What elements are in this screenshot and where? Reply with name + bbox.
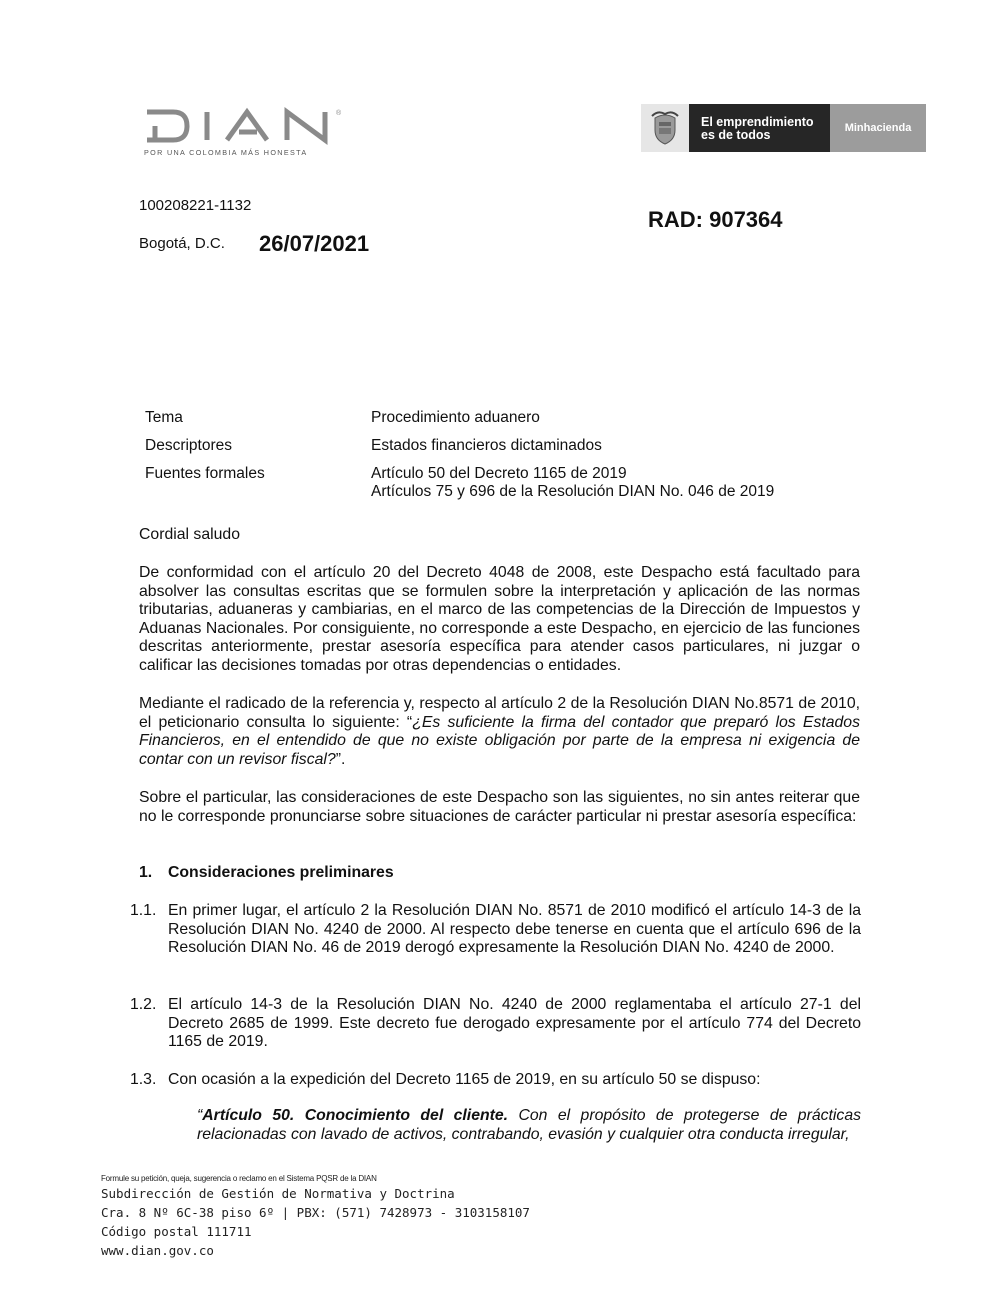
list-item bbox=[130, 1071, 861, 1090]
government-banner bbox=[641, 104, 926, 152]
paragraph-competence: De conformidad con el artículo 20 del Decreto 4048 de 2008, este Despacho está facultado para absolver las consultas escritas que se formulen sobre la interpretación y aplicación de las normas tributarias, aduaneras y cambiarias, en el marco de las competencias de la Dirección de Impuestos y Aduanas Nacionales. Por consiguiente, no corresponde a este Despacho, en ejercicio de las funciones descritas anteriormente, prestar asesoría específica para atender casos particulares, ni juzgar o calificar las decisiones tomadas por otras dependencias o entidades. bbox=[139, 564, 860, 674]
footer-postal-code: Código postal 111711 bbox=[101, 1224, 252, 1239]
greeting: Cordial saludo bbox=[139, 526, 240, 543]
list-item-number: 1.1. bbox=[130, 902, 157, 919]
quote-article-text: Con el propósito de protegerse de prácticas relacionadas con lavado de activos, contrabando, evasión y cualquier otra conducta irregular, bbox=[197, 1107, 862, 1143]
document-date: 26/07/2021 bbox=[259, 231, 370, 256]
gov-slogan bbox=[689, 104, 830, 152]
reference-number: 100208221-1132 bbox=[139, 197, 252, 214]
dian-tagline: POR UNA COLOMBIA MÁS HONESTA bbox=[144, 148, 308, 157]
paragraph-query bbox=[139, 695, 860, 769]
paragraph-query-start: Mediante el radicado de la referencia y, respecto al artículo 2 de la Resolución DIAN No.8571 de 2010, el peticionario consulta lo siguiente: “ bbox=[139, 695, 860, 731]
svg-text:®: ® bbox=[336, 110, 342, 117]
quoted-article bbox=[197, 1107, 861, 1144]
paragraph-query-quote: ¿Es suficiente la firma del contador que preparó los Estados Financieros, en el entendido de que no existe obligación por parte de la empresa ni exigencia de contar con un revisor fiscal? bbox=[139, 713, 860, 768]
list-item-text: En primer lugar, el artículo 2 la Resolución DIAN No. 8571 de 2010 modificó el artículo 14-3 de la Resolución DIAN No. 4240 de 2000. Al respecto debe tenerse en cuenta que el artículo 696 de la Resolución DIAN No. 46 de 2019 derogó expresamente la Resolución DIAN No. 4240 de 2000. bbox=[168, 902, 861, 956]
city: Bogotá, D.C. bbox=[139, 235, 225, 252]
paragraph-query-end: ”. bbox=[335, 750, 346, 768]
list-item-text: Con ocasión a la expedición del Decreto 1165 de 2019, en su artículo 50 se dispuso: bbox=[168, 1071, 761, 1088]
meta-value-descriptores: Estados financieros dictaminados bbox=[371, 437, 602, 454]
section-heading bbox=[139, 864, 394, 882]
ministry-label: Minhacienda bbox=[830, 104, 926, 152]
gov-slogan-line2: es de todos bbox=[701, 128, 771, 142]
section-title: Consideraciones preliminares bbox=[168, 864, 394, 881]
footer-office: Subdirección de Gestión de Normativa y Doctrina bbox=[101, 1186, 455, 1201]
paragraph-considerations: Sobre el particular, las consideraciones de este Despacho son las siguientes, no sin antes reiterar que no le corresponde pronunciarse sobre situaciones de carácter particular ni prestar asesoría específica: bbox=[139, 789, 860, 825]
meta-label-descriptores: Descriptores bbox=[145, 437, 232, 454]
dian-logo bbox=[143, 106, 348, 157]
meta-label-tema: Tema bbox=[145, 409, 183, 426]
meta-value-tema: Procedimiento aduanero bbox=[371, 409, 540, 426]
rad-number: RAD: 907364 bbox=[648, 207, 783, 232]
list-item-text: El artículo 14-3 de la Resolución DIAN No. 4240 de 2000 reglamentaba el artículo 27-1 del Decreto 2685 de 1999. Este decreto fue derogado expresamente por el artículo 774 del Decreto 1165 de 2019. bbox=[168, 996, 861, 1050]
footer-pqsr-note: Formule su petición, queja, sugerencia o reclamo en el Sistema PQSR de la DIAN bbox=[101, 1174, 377, 1183]
dian-logo-mark bbox=[143, 106, 348, 146]
footer-address: Cra. 8 Nº 6C-38 piso 6º | PBX: (571) 7428973 - 3103158107 bbox=[101, 1205, 530, 1220]
section-number: 1. bbox=[139, 864, 153, 881]
list-item bbox=[130, 902, 861, 958]
list-item-number: 1.3. bbox=[130, 1071, 157, 1088]
footer-website[interactable]: www.dian.gov.co bbox=[101, 1243, 214, 1258]
list-item bbox=[130, 996, 861, 1052]
meta-value-fuentes-1: Artículo 50 del Decreto 1165 de 2019 bbox=[371, 465, 627, 482]
quote-open-mark: “ bbox=[197, 1107, 203, 1124]
meta-value-fuentes-2: Artículos 75 y 696 de la Resolución DIAN No. 046 de 2019 bbox=[371, 483, 775, 500]
quote-article-title: Artículo 50. Conocimiento del cliente. bbox=[202, 1107, 509, 1124]
coat-of-arms-icon bbox=[641, 104, 689, 152]
gov-slogan-line1: El emprendimiento bbox=[701, 115, 814, 129]
meta-label-fuentes: Fuentes formales bbox=[145, 465, 265, 482]
list-item-number: 1.2. bbox=[130, 996, 157, 1013]
